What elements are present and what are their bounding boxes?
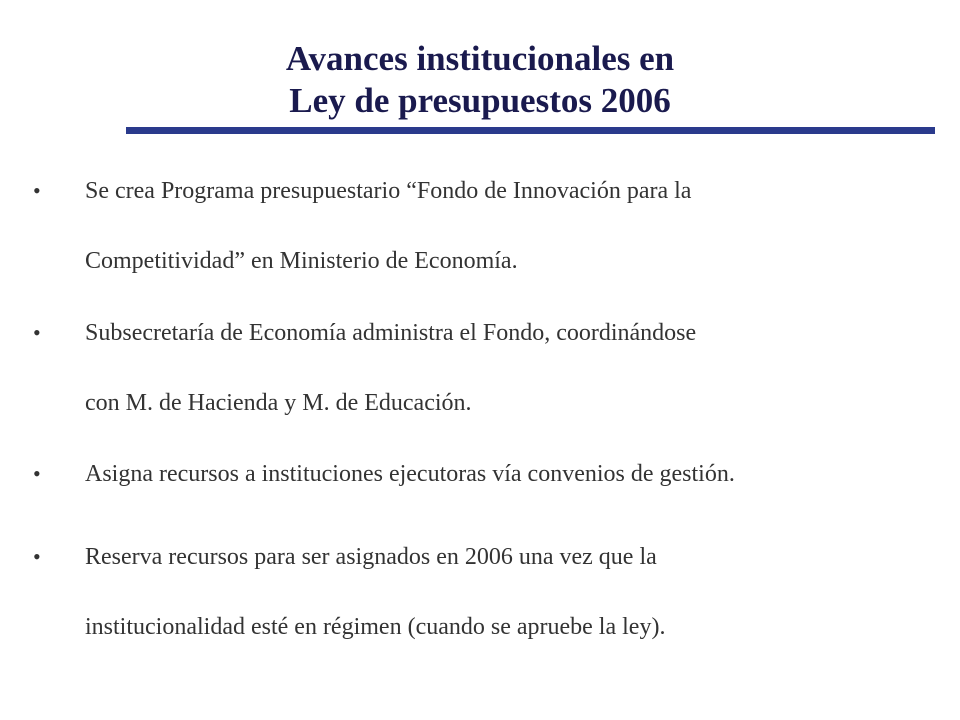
bullet-marker: • xyxy=(33,178,41,203)
bullet-line: Se crea Programa presupuestario “Fondo de Innovación para la xyxy=(85,178,692,204)
bullet-line: Asigna recursos a instituciones ejecutoras vía convenios de gestión. xyxy=(85,461,735,487)
bullet-marker: • xyxy=(33,320,41,345)
title-line-2: Ley de presupuestos 2006 xyxy=(289,81,671,120)
bullet-text xyxy=(85,522,945,662)
bullet-line: con M. de Hacienda y M. de Educación. xyxy=(85,390,472,416)
bullet-marker: • xyxy=(33,461,41,486)
bullet-line: Competitividad” en Ministerio de Economía. xyxy=(85,248,518,274)
bullet-text xyxy=(85,439,945,509)
bullet-text xyxy=(85,156,945,296)
bullet-line: institucionalidad esté en régimen (cuando se apruebe la ley). xyxy=(85,614,666,640)
bullet-line: Reserva recursos para ser asignados en 2006 una vez que la xyxy=(85,544,657,570)
bullet-marker: • xyxy=(33,544,41,569)
bullet-text xyxy=(85,298,945,438)
bullet-line: Subsecretaría de Economía administra el Fondo, coordinándose xyxy=(85,320,697,346)
title-line-1: Avances institucionales en xyxy=(285,39,675,78)
